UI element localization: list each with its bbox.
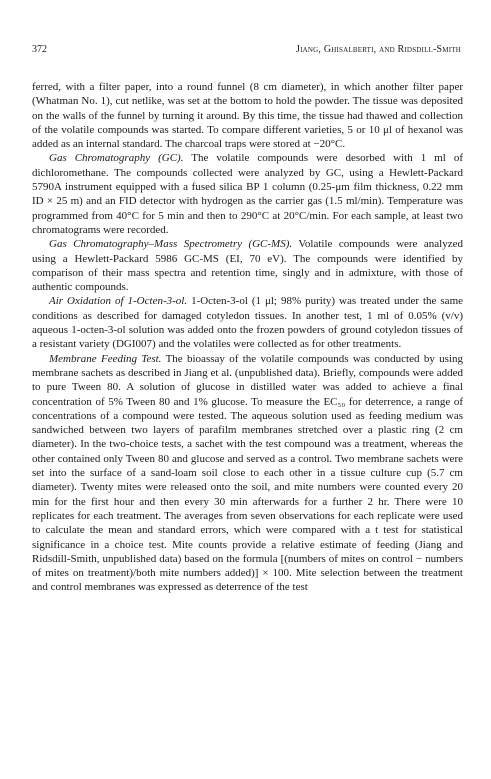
section-heading-membrane-feeding: Membrane Feeding Test. [49, 352, 162, 365]
running-head: Jiang, Ghisalberti, and Ridsdill-Smith [296, 44, 461, 55]
page-number: 372 [32, 44, 47, 55]
section-heading-gc-ms: Gas Chromatography–Mass Spectrometry (GC-MS). [49, 238, 293, 251]
paragraph-text: The bioassay of the volatile compounds was conducted by using membrane sachets as described in Jiang et al. (unpublished data). Briefly, compounds were added to pure Tween 80. A solution of glucose in distilled water was added to achieve a final concentration of 5% Tween 80 and 1% glucose. To measure the EC₅₀ for deterrence, a range of concentrations of a compound were tested. The aqueous solution used as feeding medium was sandwiched between two layers of parafilm membranes stretched over a plastic ring (2 cm diameter). In the two-choice tests, a sachet with the test compound was a treatment, whereas the other contained only Tween 80 and glucose and served as a control. Two membrane sachets were set into the surface of a sand-loam soil close to each other in a tissue culture cup (5.7 cm diameter). Twenty mites were released onto the soil, and mite numbers were counted every 20 min for the first hour and then every 30 min afterwards for a further 2 hr. There were 10 replicates for each treatment. The averages from seven observations for each replicate were used to calculate the mean and standard errors, which were compared with a t test for statistical significance in a choice test. Mite counts provide a relative estimate of feeding (Jiang and Ridsdill-Smith, unpublished data) based on the formula [(numbers of mites on control − numbers of mites on treatment)/both mite numbers added)] × 100. Mite selection between the treatment and control membranes was expressed as deterrence of the test [32, 352, 463, 594]
section-heading-air-oxidation: Air Oxidation of 1-Octen-3-ol. [49, 295, 188, 308]
body-text [32, 80, 463, 595]
paragraph-text: 1-Octen-3-ol (1 μl; 98% purity) was treated under the same conditions as described for damaged cotyledon tissues. In another test, 1 ml of 0.05% (v/v) aqueous 1-octen-3-ol solution was added onto the frozen powders of ground cotyledon tissues of a resistant variety (DGI007) and the volatiles were collected as for other treatments. [32, 295, 464, 351]
paragraph-text: The volatile compounds were desorbed with 1 ml of dichloromethane. The compounds collected were analyzed by GC, using a Hewlett-Packard 5790A instrument equipped with a fused silica BP 1 column (0.25-μm film thickness, 0.22 mm ID × 25 m) and an FID detector with hydrogen as the carrier gas (1.5 ml/min). Temperature was programmed from 40°C for 5 min and then to 290°C at 20°C/min. For each sample, at least two chromatograms were recorded. [32, 152, 463, 236]
paragraph-air-oxidation [32, 294, 463, 351]
paragraph-gc-ms [32, 237, 463, 294]
paragraph-gc [32, 151, 463, 237]
page-header [32, 43, 461, 57]
paragraph-membrane-feeding [32, 352, 463, 595]
section-heading-gc: Gas Chromatography (GC). [49, 152, 184, 165]
paragraph-text: Volatile compounds were analyzed using a Hewlett-Packard 5986 GC-MS (EI, 70 eV). The compounds were identified by comparison of their mass spectra and retention time, singly and in admixture, with those of authentic compounds. [32, 238, 463, 294]
paragraph-text: ferred, with a filter paper, into a round funnel (8 cm diameter), in which another filter paper (Whatman No. 1), cut netlike, was set at the bottom to hold the powder. The tissue was deposited on the walls of the funnel by turning it around. By this time, the tissue had thawed and collection of the volatile compounds was started. To compare different varieties, 5 or 10 μl of hexanol was added as an internal standard. The charcoal traps were stored at −20°C. [32, 81, 463, 151]
paragraph-continuation [32, 80, 463, 151]
